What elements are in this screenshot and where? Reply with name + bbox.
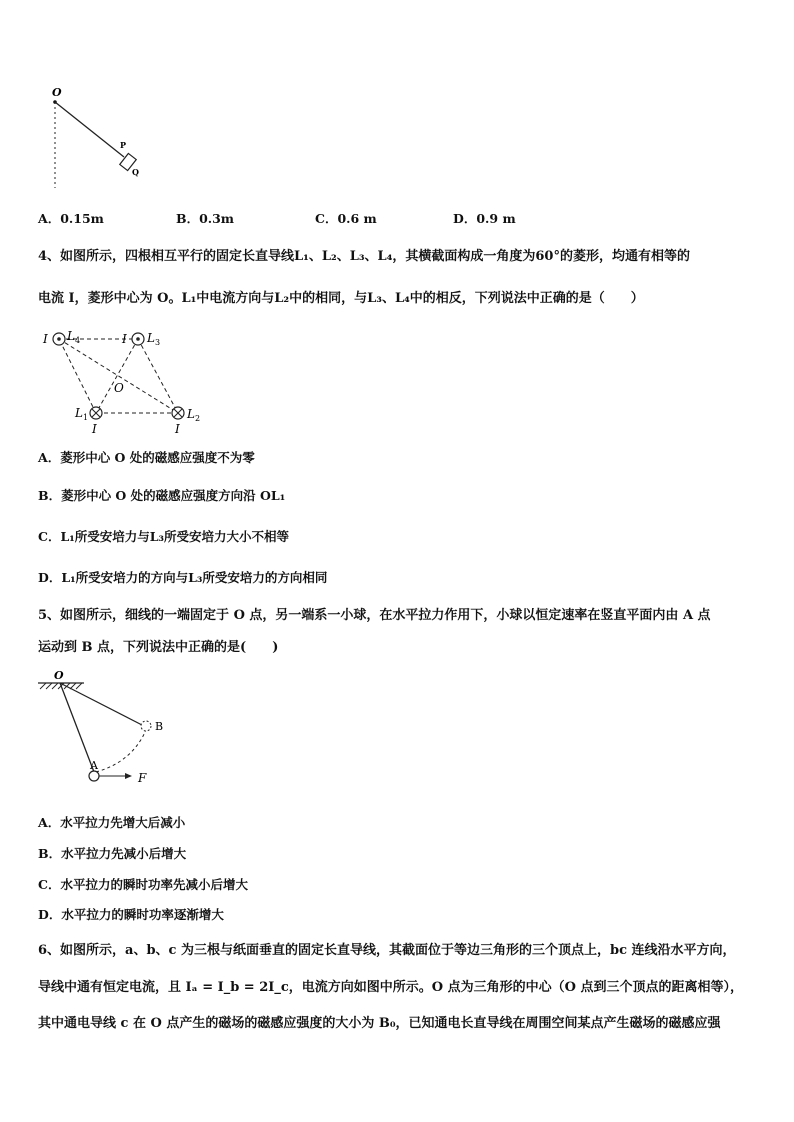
fig4-sub-l2: 2 — [195, 414, 201, 423]
q5-option-d: D．水平拉力的瞬时功率逐渐增大 — [38, 907, 224, 922]
q4-option-b: B．菱形中心 O 处的磁感应强度方向沿 OL₁ — [38, 488, 286, 503]
figure-pendulum-ball — [34, 668, 174, 788]
fig4-label-o: O — [114, 381, 124, 395]
q4-stem-line2: 电流 I，菱形中心为 O。L₁中电流方向与L₂中的相同，与L₃、L₄中的相反，下列说法中正确的是（ ） — [38, 291, 644, 306]
q3-option-d: D．0.9 m — [453, 211, 516, 226]
fig4-label-l3: L — [147, 331, 155, 345]
q5-option-c: C．水平拉力的瞬时功率先减小后增大 — [38, 877, 248, 892]
q5-stem-line2: 运动到 B 点，下列说法中正确的是( ) — [38, 640, 279, 655]
fig4-i-l2: I — [175, 422, 180, 436]
q4-stem-line1: 4、如图所示，四根相互平行的固定长直导线L₁、L₂、L₃、L₄，其横截面构成一角度为60°的菱形，均通有相等的 — [38, 249, 690, 264]
q4-option-c: C．L₁所受安培力与L₃所受安培力大小不相等 — [38, 529, 289, 544]
q6-stem-line1: 6、如图所示，a、b、c 为三根与纸面垂直的固定长直导线，其截面位于等边三角形的三个顶点上，bc 连线沿水平方向， — [38, 943, 736, 958]
fig4-sub-l4: 4 — [75, 336, 81, 345]
fig5-label-o: O — [54, 669, 64, 682]
fig5-label-b: B — [155, 720, 164, 733]
q4-option-a: A．菱形中心 O 处的磁感应强度不为零 — [38, 450, 255, 465]
figure-pendulum-rod — [40, 82, 150, 192]
fig4-sub-l1: 1 — [83, 413, 89, 422]
fig1-label-o: O — [52, 86, 62, 99]
fig4-sub-l3: 3 — [155, 338, 161, 347]
fig4-label-l4: L — [67, 329, 75, 343]
q5-stem-line1: 5、如图所示，细线的一端固定于 O 点，另一端系一小球，在水平拉力作用下，小球以恒定速率在竖直平面内由 A 点 — [38, 608, 711, 623]
fig4-i-l1: I — [92, 422, 97, 436]
q3-option-b: B．0.3m — [176, 211, 235, 226]
fig5-label-a: A — [90, 759, 98, 772]
fig5-label-f: F — [138, 771, 147, 785]
fig4-i-l4: I — [43, 332, 48, 346]
q5-option-b: B．水平拉力先减小后增大 — [38, 846, 187, 861]
fig4-label-l2: L — [187, 407, 195, 421]
q3-option-a: A．0.15m — [38, 211, 104, 226]
fig4-label-l1: L — [75, 406, 83, 420]
fig1-label-p: P — [120, 140, 127, 150]
q6-stem-line3: 其中通电导线 c 在 O 点产生的磁场的磁感应强度的大小为 B₀，已知通电长直导线在周围空间某点产生磁场的磁感应强 — [38, 1016, 721, 1031]
fig1-label-q: Q — [132, 167, 139, 177]
q3-option-c: C．0.6 m — [315, 211, 377, 226]
q5-option-a: A．水平拉力先增大后减小 — [38, 815, 186, 830]
figure-rhombus-wires — [38, 322, 218, 437]
q6-stem-line2: 导线中通有恒定电流，且 Iₐ = I_b = 2I_c，电流方向如图中所示。O 点为三角形的中心（O 点到三个顶点的距离相等）， — [38, 980, 743, 995]
fig4-i-l3: I — [122, 332, 127, 346]
q4-option-d: D．L₁所受安培力的方向与L₃所受安培力的方向相同 — [38, 570, 328, 585]
